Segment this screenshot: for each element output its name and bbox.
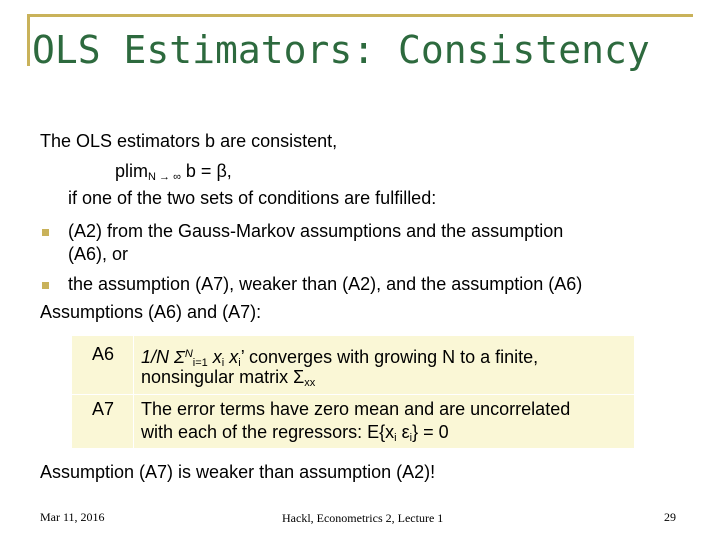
a6-x2-sub: i xyxy=(238,357,241,369)
bullet-marker-2 xyxy=(42,282,49,289)
a6-line-2-sub: xx xyxy=(304,377,316,389)
slide-title: OLS Estimators: Consistency xyxy=(32,28,650,72)
a6-x2: x xyxy=(224,347,239,367)
a7-line-2-part2: ε xyxy=(396,422,410,442)
plim-formula xyxy=(115,160,232,188)
bullet-1-line-1: (A2) from the Gauss-Markov assumptions and the assumption xyxy=(68,221,564,241)
bullet-1-line-2: (A6), or xyxy=(68,244,129,264)
footer-date: Mar 11, 2016 xyxy=(40,510,105,524)
assumptions-heading: Assumptions (A6) and (A7): xyxy=(40,302,262,322)
a7-line-1: The error terms have zero mean and are uncorrelated xyxy=(141,399,571,419)
bullet-marker-1 xyxy=(42,229,49,236)
a7-line-2 xyxy=(141,421,449,449)
a7-line-2-part1: with each of the regressors: E{x xyxy=(141,422,395,442)
intro-text: The OLS estimators b are consistent, xyxy=(40,131,338,151)
a6-x1-sub: i xyxy=(221,357,225,369)
row-label-a7: A7 xyxy=(91,399,115,419)
condition-text: if one of the two sets of conditions are fulfilled: xyxy=(68,188,437,208)
a6-sum-sup: N xyxy=(184,348,193,360)
conclusion-text: Assumption (A7) is weaker than assumption (A2)! xyxy=(40,462,436,482)
a6-sum-sub: i=1 xyxy=(192,357,208,369)
a7-line-2-part3: } = 0 xyxy=(412,422,449,442)
bullet-2-line-1: the assumption (A7), weaker than (A2), and the assumption (A6) xyxy=(68,274,583,294)
footer-page-number: 29 xyxy=(664,510,676,524)
a7-line-2-sub1: i xyxy=(394,432,397,444)
a6-sum-prefix: 1/N Σ xyxy=(141,347,185,367)
plim-prefix: plim xyxy=(115,161,149,181)
plim-rest: b = β, xyxy=(180,161,232,181)
title-frame-top xyxy=(27,14,693,17)
a7-line-2-sub2: i xyxy=(409,432,413,444)
a6-line-2-text: nonsingular matrix Σ xyxy=(141,367,305,387)
title-frame-left xyxy=(27,14,30,66)
a6-line-1-rest: ’ converges with growing N to a finite, xyxy=(240,347,539,367)
row-label-a6: A6 xyxy=(91,344,115,364)
a6-line-2 xyxy=(141,366,315,394)
assumptions-table xyxy=(72,336,634,448)
a6-x1: x xyxy=(207,347,222,367)
plim-subscript: N → ∞ xyxy=(148,171,181,183)
footer-center: Hackl, Econometrics 2, Lecture 1 xyxy=(282,511,444,525)
table-row-divider xyxy=(72,394,634,395)
table-column-divider xyxy=(133,336,134,448)
